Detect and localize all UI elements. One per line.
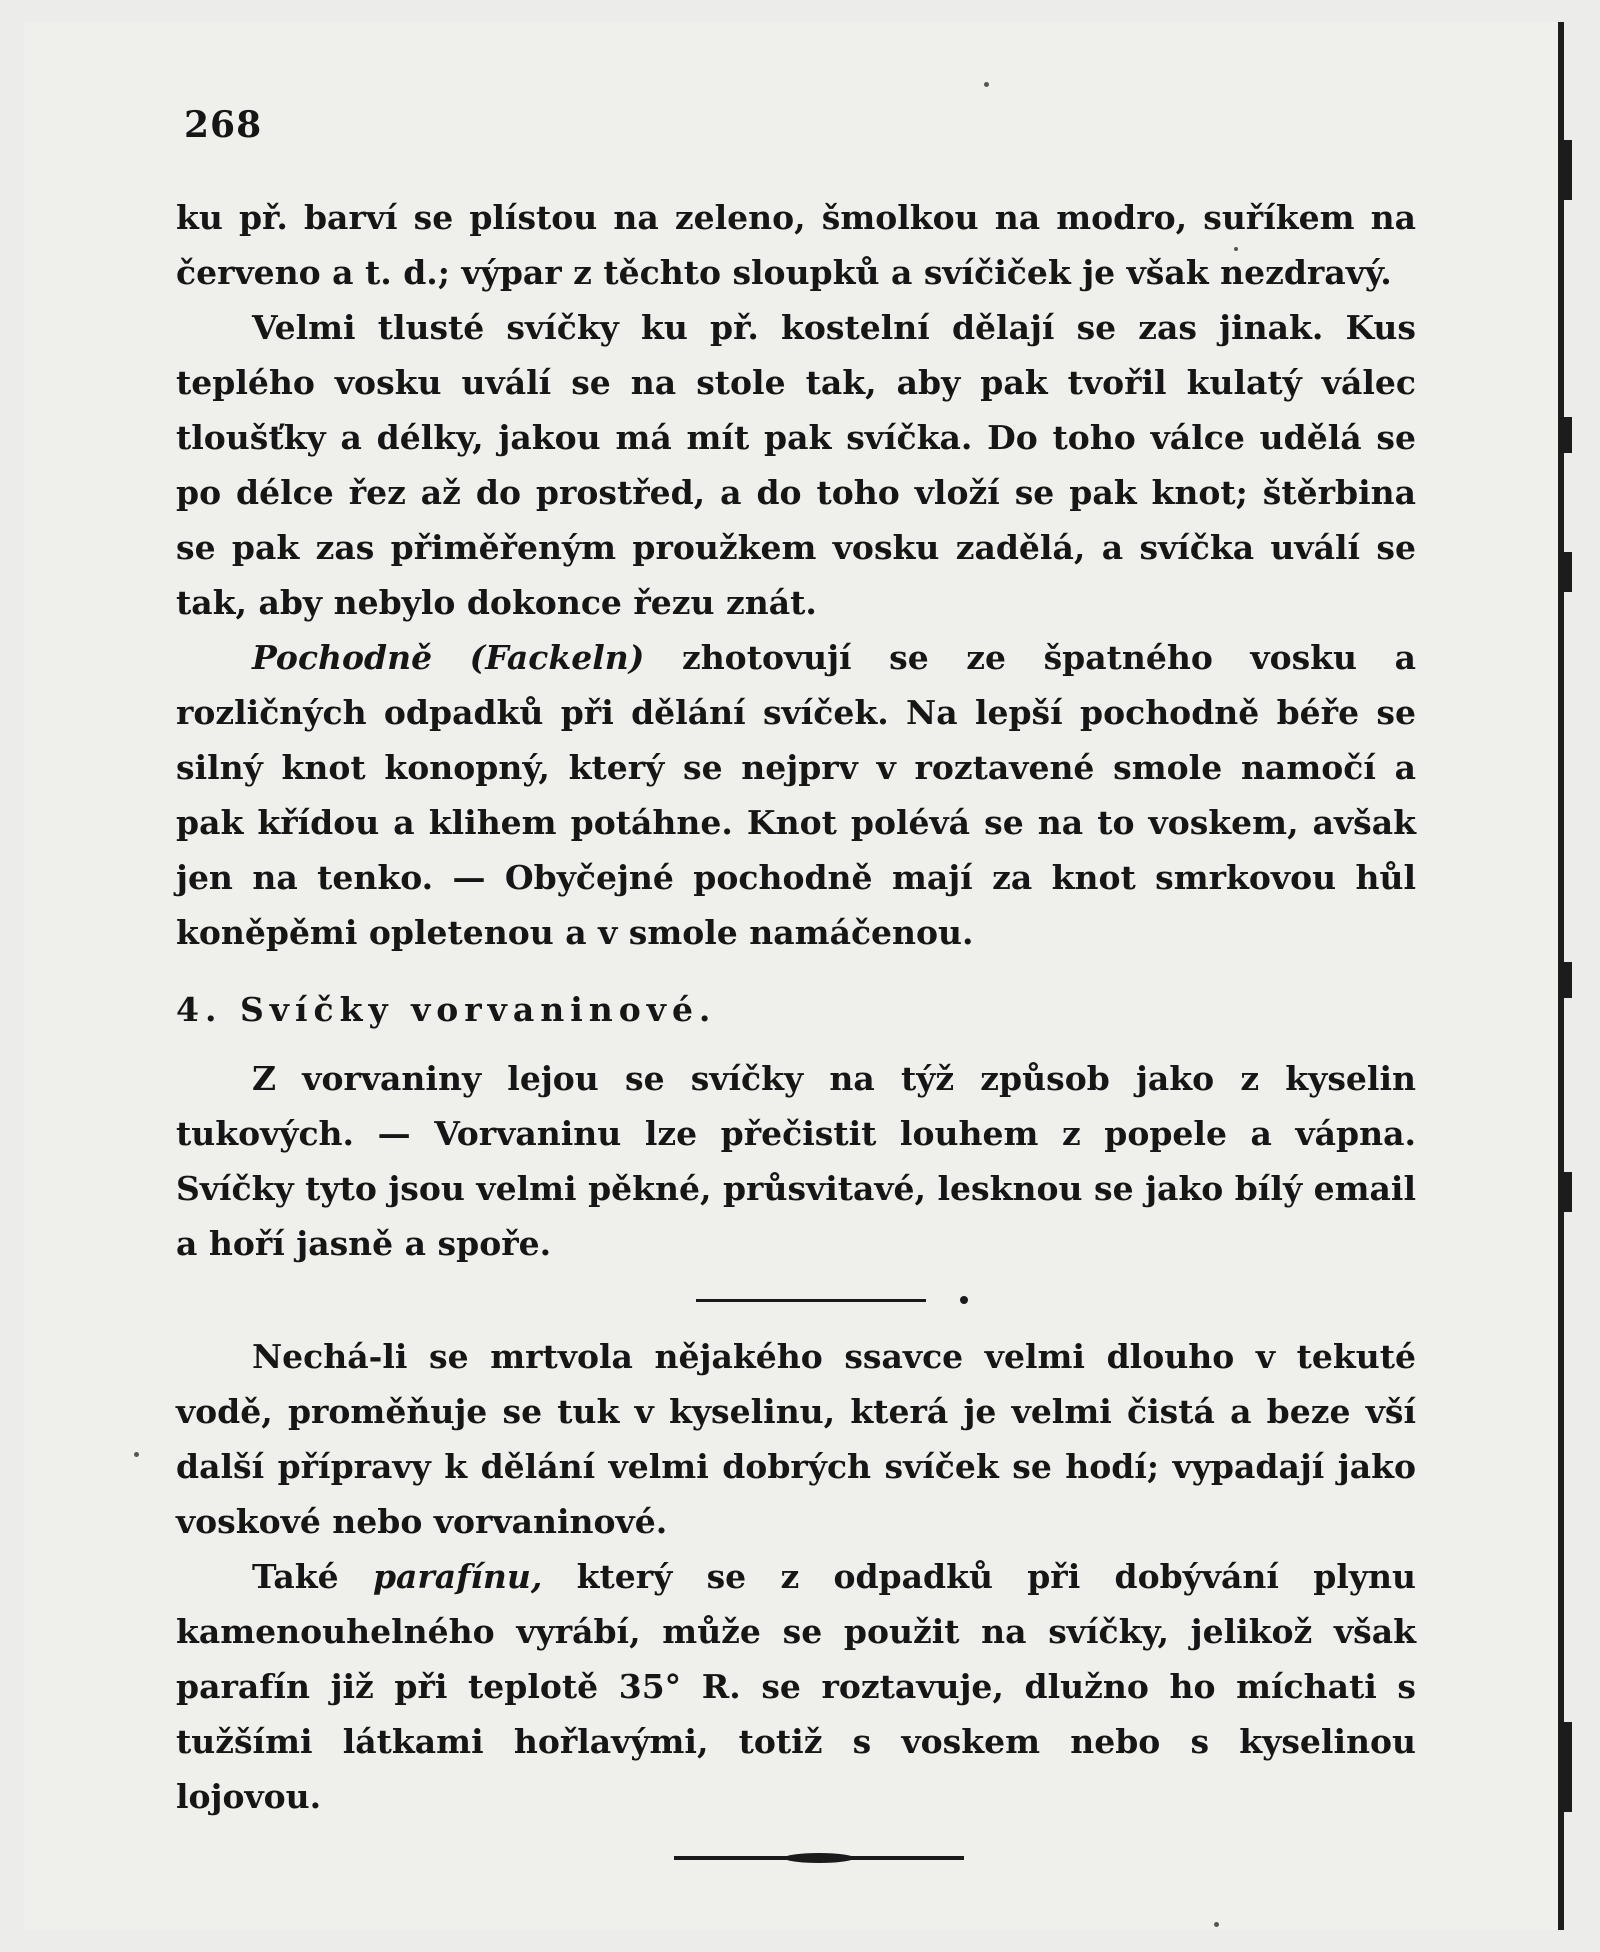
paragraph-torches (176, 630, 1416, 960)
paragraph-paraffin (176, 1549, 1416, 1824)
paragraph-spermaceti: Z vorvaniny lejou se svíčky na týž způsob jako z kyselin tukových. — Vorvaninu lze přečistit louhem z popele a vápna. Svíčky tyto jsou velmi pěkné, průsvitavé, lesknou se jako bílý email a hoří jasně a spoře. (176, 1059, 1416, 1263)
paragraph-coloring: ku př. barví se plístou na zeleno, šmolkou na modro, suříkem na červeno a t. d.; výpar z těchto sloupků a svíčiček je však nezdravý. (176, 198, 1416, 292)
torches-term: Pochodně (252, 638, 433, 677)
section-heading: 4. Svíčky vorvaninové. (176, 990, 717, 1029)
scan-speck (134, 1452, 139, 1457)
end-ornament-rule (674, 1856, 964, 1860)
paragraph-thick-candles: Velmi tlusté svíčky ku př. kostelní dělají se zas jinak. Kus teplého vosku uválí se na stole tak, aby pak tvořil kulatý válec tloušťky a délky, jakou má mít pak svíčka. Do toho válce udělá se po délce řez až do prostřed, a do toho vloží se pak knot; štěrbina se pak zas přiměřeným proužkem vosku zadělá, a svíčka uválí se tak, aby nebylo dokonce řezu znát. (176, 308, 1416, 622)
paragraph-adipocere: Nechá-li se mrtvola nějakého ssavce velmi dlouho v tekuté vodě, proměňuje se tuk v kyselinu, která je velmi čistá a beze vší další přípravy k dělání velmi dobrých svíček se hodí; vypadají jako voskové nebo vorvaninové. (176, 1337, 1416, 1541)
paraffin-text-start: Také (252, 1557, 339, 1596)
torches-german-term: (Fackeln) (469, 638, 645, 677)
paraffin-term: parafínu, (372, 1557, 543, 1596)
scan-speck (984, 82, 989, 87)
scan-speck (1234, 247, 1238, 251)
scan-speck (1214, 1922, 1219, 1927)
page-text-block (176, 190, 1416, 1824)
section-divider (176, 1271, 1416, 1329)
paraffin-text: který se z odpadků při dobývání plynu kamenouhelného vyrábí, může se použit na svíčky, jelikož však parafín již při teplotě 35° R. se roztavuje, dlužno ho míchati s tužšími látkami hořlavými, totiž s voskem nebo s kyselinou lojovou. (176, 1557, 1416, 1816)
page-number: 268 (184, 104, 263, 146)
book-page (24, 22, 1564, 1930)
torches-text: zhotovují se ze špatného vosku a rozličných odpadků při dělání svíček. Na lepší pochodně béře se silný knot konopný, který se nejprv v roztavené smole namočí a pak křídou a klihem potáhne. Knot polévá se na to voskem, avšak jen na tenko. — Obyčejné pochodně mají za knot smrkovou hůl koněpěmi opletenou a v smole namáčenou. (176, 638, 1416, 952)
